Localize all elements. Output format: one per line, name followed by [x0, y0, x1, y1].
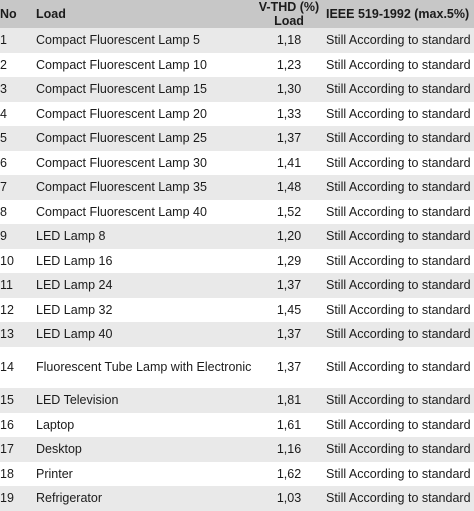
row-number: 10: [0, 253, 14, 268]
row-number: 11: [0, 278, 13, 293]
row-load: Refrigerator: [36, 491, 102, 506]
row-load: Compact Fluorescent Lamp 25: [36, 131, 207, 146]
row-load: Compact Fluorescent Lamp 35: [36, 180, 207, 195]
table-row: [0, 224, 474, 249]
row-number: 3: [0, 82, 7, 97]
row-number: 18: [0, 466, 14, 481]
row-number: 14: [0, 360, 14, 375]
row-load: Desktop: [36, 442, 82, 457]
row-status: Still According to standard: [326, 155, 471, 170]
row-status: Still According to standard: [326, 327, 471, 342]
row-load: LED Lamp 24: [36, 278, 113, 293]
row-status: Still According to standard: [326, 278, 471, 293]
row-status: Still According to standard: [326, 204, 471, 219]
row-number: 13: [0, 327, 14, 342]
row-status: Still According to standard: [326, 131, 471, 146]
row-load: Compact Fluorescent Lamp 20: [36, 106, 207, 121]
row-status: Still According to standard: [326, 491, 471, 506]
header-vthd: [252, 0, 326, 28]
header-load: Load: [36, 7, 66, 21]
row-number: 12: [0, 302, 14, 317]
table-row: [0, 28, 474, 53]
row-status: Still According to standard: [326, 57, 471, 72]
table-row: [0, 462, 474, 487]
row-number: 9: [0, 229, 7, 244]
row-status: Still According to standard: [326, 442, 471, 457]
row-number: 15: [0, 393, 14, 408]
row-status: Still According to standard: [326, 417, 471, 432]
header-standard: IEEE 519-1992 (max.5%): [326, 7, 470, 21]
row-load: Fluorescent Tube Lamp with Electronic: [36, 359, 252, 374]
row-vthd: 1,48: [276, 180, 302, 195]
table-row: [0, 77, 474, 102]
row-vthd: 1,81: [276, 393, 302, 408]
row-status: Still According to standard: [326, 229, 471, 244]
row-load: Laptop: [36, 417, 75, 432]
row-vthd: 1,62: [276, 466, 302, 481]
row-number: 17: [0, 442, 14, 457]
row-load: Compact Fluorescent Lamp 15: [36, 82, 207, 97]
row-load: LED Lamp 32: [36, 302, 113, 317]
row-status: Still According to standard: [326, 82, 471, 97]
table-row: [0, 126, 474, 151]
table-body: [0, 28, 474, 511]
table-row: [0, 437, 474, 462]
table-row: [0, 322, 474, 347]
header-no: No: [0, 7, 17, 21]
table-row: [0, 388, 474, 413]
row-vthd: 1,37: [276, 278, 302, 293]
row-vthd: 1,52: [276, 204, 302, 219]
row-vthd: 1,37: [276, 131, 302, 146]
row-vthd: 1,33: [276, 106, 302, 121]
row-load: LED Lamp 40: [36, 327, 113, 342]
row-status: Still According to standard: [326, 180, 471, 195]
table-row: [0, 413, 474, 438]
row-vthd: 1,37: [276, 360, 302, 375]
header-vthd-line2: Load: [274, 14, 304, 28]
row-load: LED Television: [36, 393, 119, 408]
row-vthd: 1,41: [276, 155, 302, 170]
row-vthd: 1,23: [276, 57, 302, 72]
row-status: Still According to standard: [326, 253, 471, 268]
row-number: 1: [0, 33, 7, 48]
row-status: Still According to standard: [326, 302, 471, 317]
row-vthd: 1,18: [276, 33, 302, 48]
row-status: Still According to standard: [326, 360, 471, 375]
row-number: 4: [0, 106, 7, 121]
row-number: 2: [0, 57, 7, 72]
row-vthd: 1,03: [276, 491, 302, 506]
row-status: Still According to standard: [326, 33, 471, 48]
row-number: 7: [0, 180, 7, 195]
row-load: Compact Fluorescent Lamp 30: [36, 155, 207, 170]
row-number: 5: [0, 131, 7, 146]
row-status: Still According to standard: [326, 393, 471, 408]
row-load: Printer: [36, 466, 73, 481]
row-vthd: 1,37: [276, 327, 302, 342]
row-vthd: 1,20: [276, 229, 302, 244]
row-load: Compact Fluorescent Lamp 5: [36, 33, 200, 48]
table-row: [0, 249, 474, 274]
table-header: [0, 0, 474, 28]
table-row: [0, 175, 474, 200]
header-vthd-line1: V-THD (%): [258, 0, 320, 14]
table-row: [0, 200, 474, 225]
row-status: Still According to standard: [326, 106, 471, 121]
table-row: [0, 273, 474, 298]
table-row: [0, 347, 474, 389]
row-load: LED Lamp 8: [36, 229, 106, 244]
row-vthd: 1,29: [276, 253, 302, 268]
row-load: Compact Fluorescent Lamp 10: [36, 57, 207, 72]
row-vthd: 1,61: [276, 417, 302, 432]
row-vthd: 1,30: [276, 82, 302, 97]
row-number: 19: [0, 491, 14, 506]
row-number: 8: [0, 204, 7, 219]
row-vthd: 1,45: [276, 302, 302, 317]
header-row: [0, 0, 474, 28]
table-row: [0, 151, 474, 176]
table-row: [0, 53, 474, 78]
row-load: Compact Fluorescent Lamp 40: [36, 204, 207, 219]
row-vthd: 1,16: [276, 442, 302, 457]
row-status: Still According to standard: [326, 466, 471, 481]
table-row: [0, 486, 474, 511]
row-load: LED Lamp 16: [36, 253, 113, 268]
table-row: [0, 102, 474, 127]
row-number: 6: [0, 155, 7, 170]
row-number: 16: [0, 417, 14, 432]
table-row: [0, 298, 474, 323]
